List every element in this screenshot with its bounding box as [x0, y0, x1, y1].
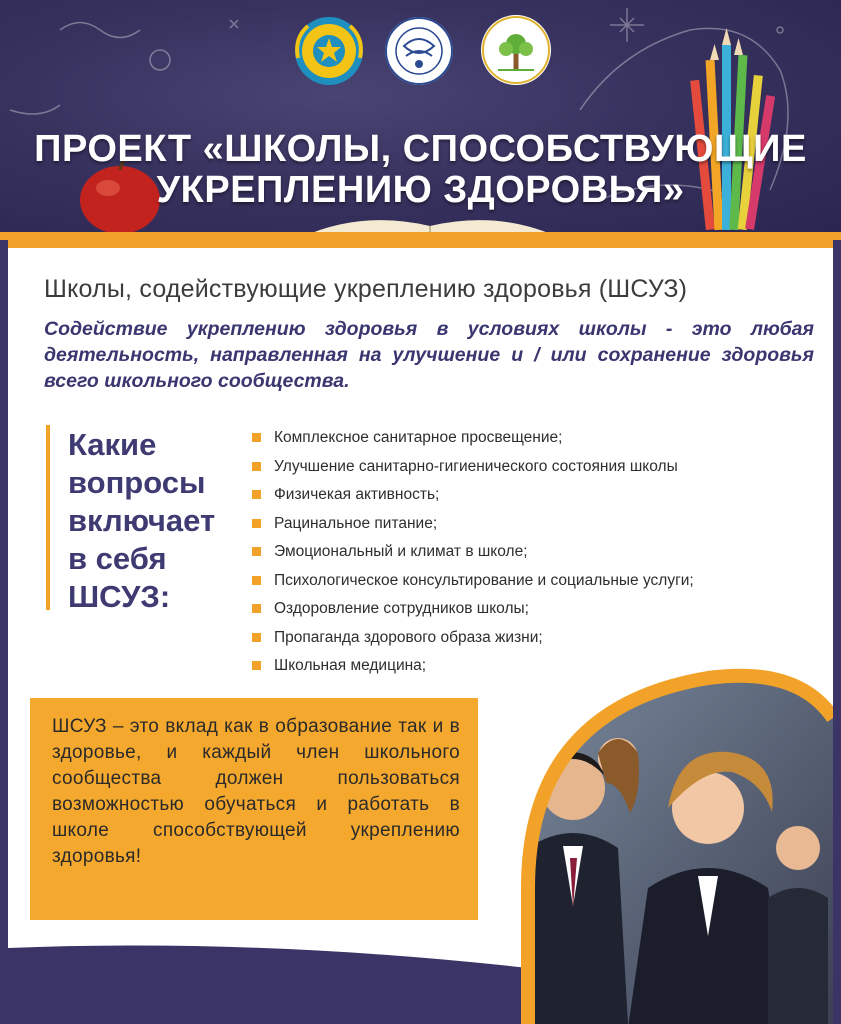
- header-banner: [0, 0, 841, 240]
- left-edge: [0, 240, 8, 1024]
- page-title-line1: ПРОЕКТ «ШКОЛЫ, СПОСОБСТВУЮЩИЕ: [34, 128, 807, 170]
- ring-logo-icon: [384, 16, 454, 86]
- header-divider: [0, 232, 841, 248]
- list-item-text: Пропаганда здорового образа жизни;: [274, 628, 543, 646]
- list-item-text: Психологическое консультирование и социальные услуги;: [274, 571, 694, 589]
- right-edge: [833, 240, 841, 1024]
- children-photo: [508, 648, 833, 1024]
- emblem-logo-icon: [292, 14, 366, 88]
- tree-logo-icon: [480, 14, 552, 86]
- page-title-line2: УКРЕПЛЕНИЮ ЗДОРОВЬЯ»: [156, 169, 685, 211]
- list-item-text: Оздоровление сотрудников школы;: [274, 600, 529, 617]
- callout-box: [30, 698, 478, 920]
- intro-paragraph: Содействие укреплению здоровья в условиях школы - это любая деятельность, направленная на улучшение и / или сохранение здоровья всего школьного сообщества.: [44, 318, 814, 392]
- questions-heading-line: вопросы: [68, 465, 206, 500]
- questions-heading-line: в себя: [68, 541, 167, 576]
- section-subtitle: Школы, содействующие укреплению здоровья (ШСУЗ): [44, 275, 688, 303]
- questions-heading-line: ШСУЗ:: [68, 579, 171, 614]
- callout-text: ШСУЗ – это вклад как в образование так и в здоровье, и каждый член школьного сообщества должен пользоваться возможностью обучаться и работать в школе способствующей укреплению здоровья!: [52, 716, 460, 867]
- questions-heading-line: Какие: [68, 427, 157, 462]
- list-item-text: Рацинальное питание;: [274, 514, 438, 532]
- content-panel: [8, 248, 833, 1024]
- list-item-text: Физичекая активность;: [274, 486, 440, 503]
- list-item-text: Школьная медицина;: [274, 657, 427, 674]
- list-item-text: Комплексное санитарное просвещение;: [274, 429, 563, 446]
- questions-heading-line: включает: [68, 503, 216, 538]
- list-item-text: Улучшение санитарно-гигиенического состояния школы: [274, 457, 678, 475]
- list-item-text: Эмоциональный и климат в школе;: [274, 543, 528, 560]
